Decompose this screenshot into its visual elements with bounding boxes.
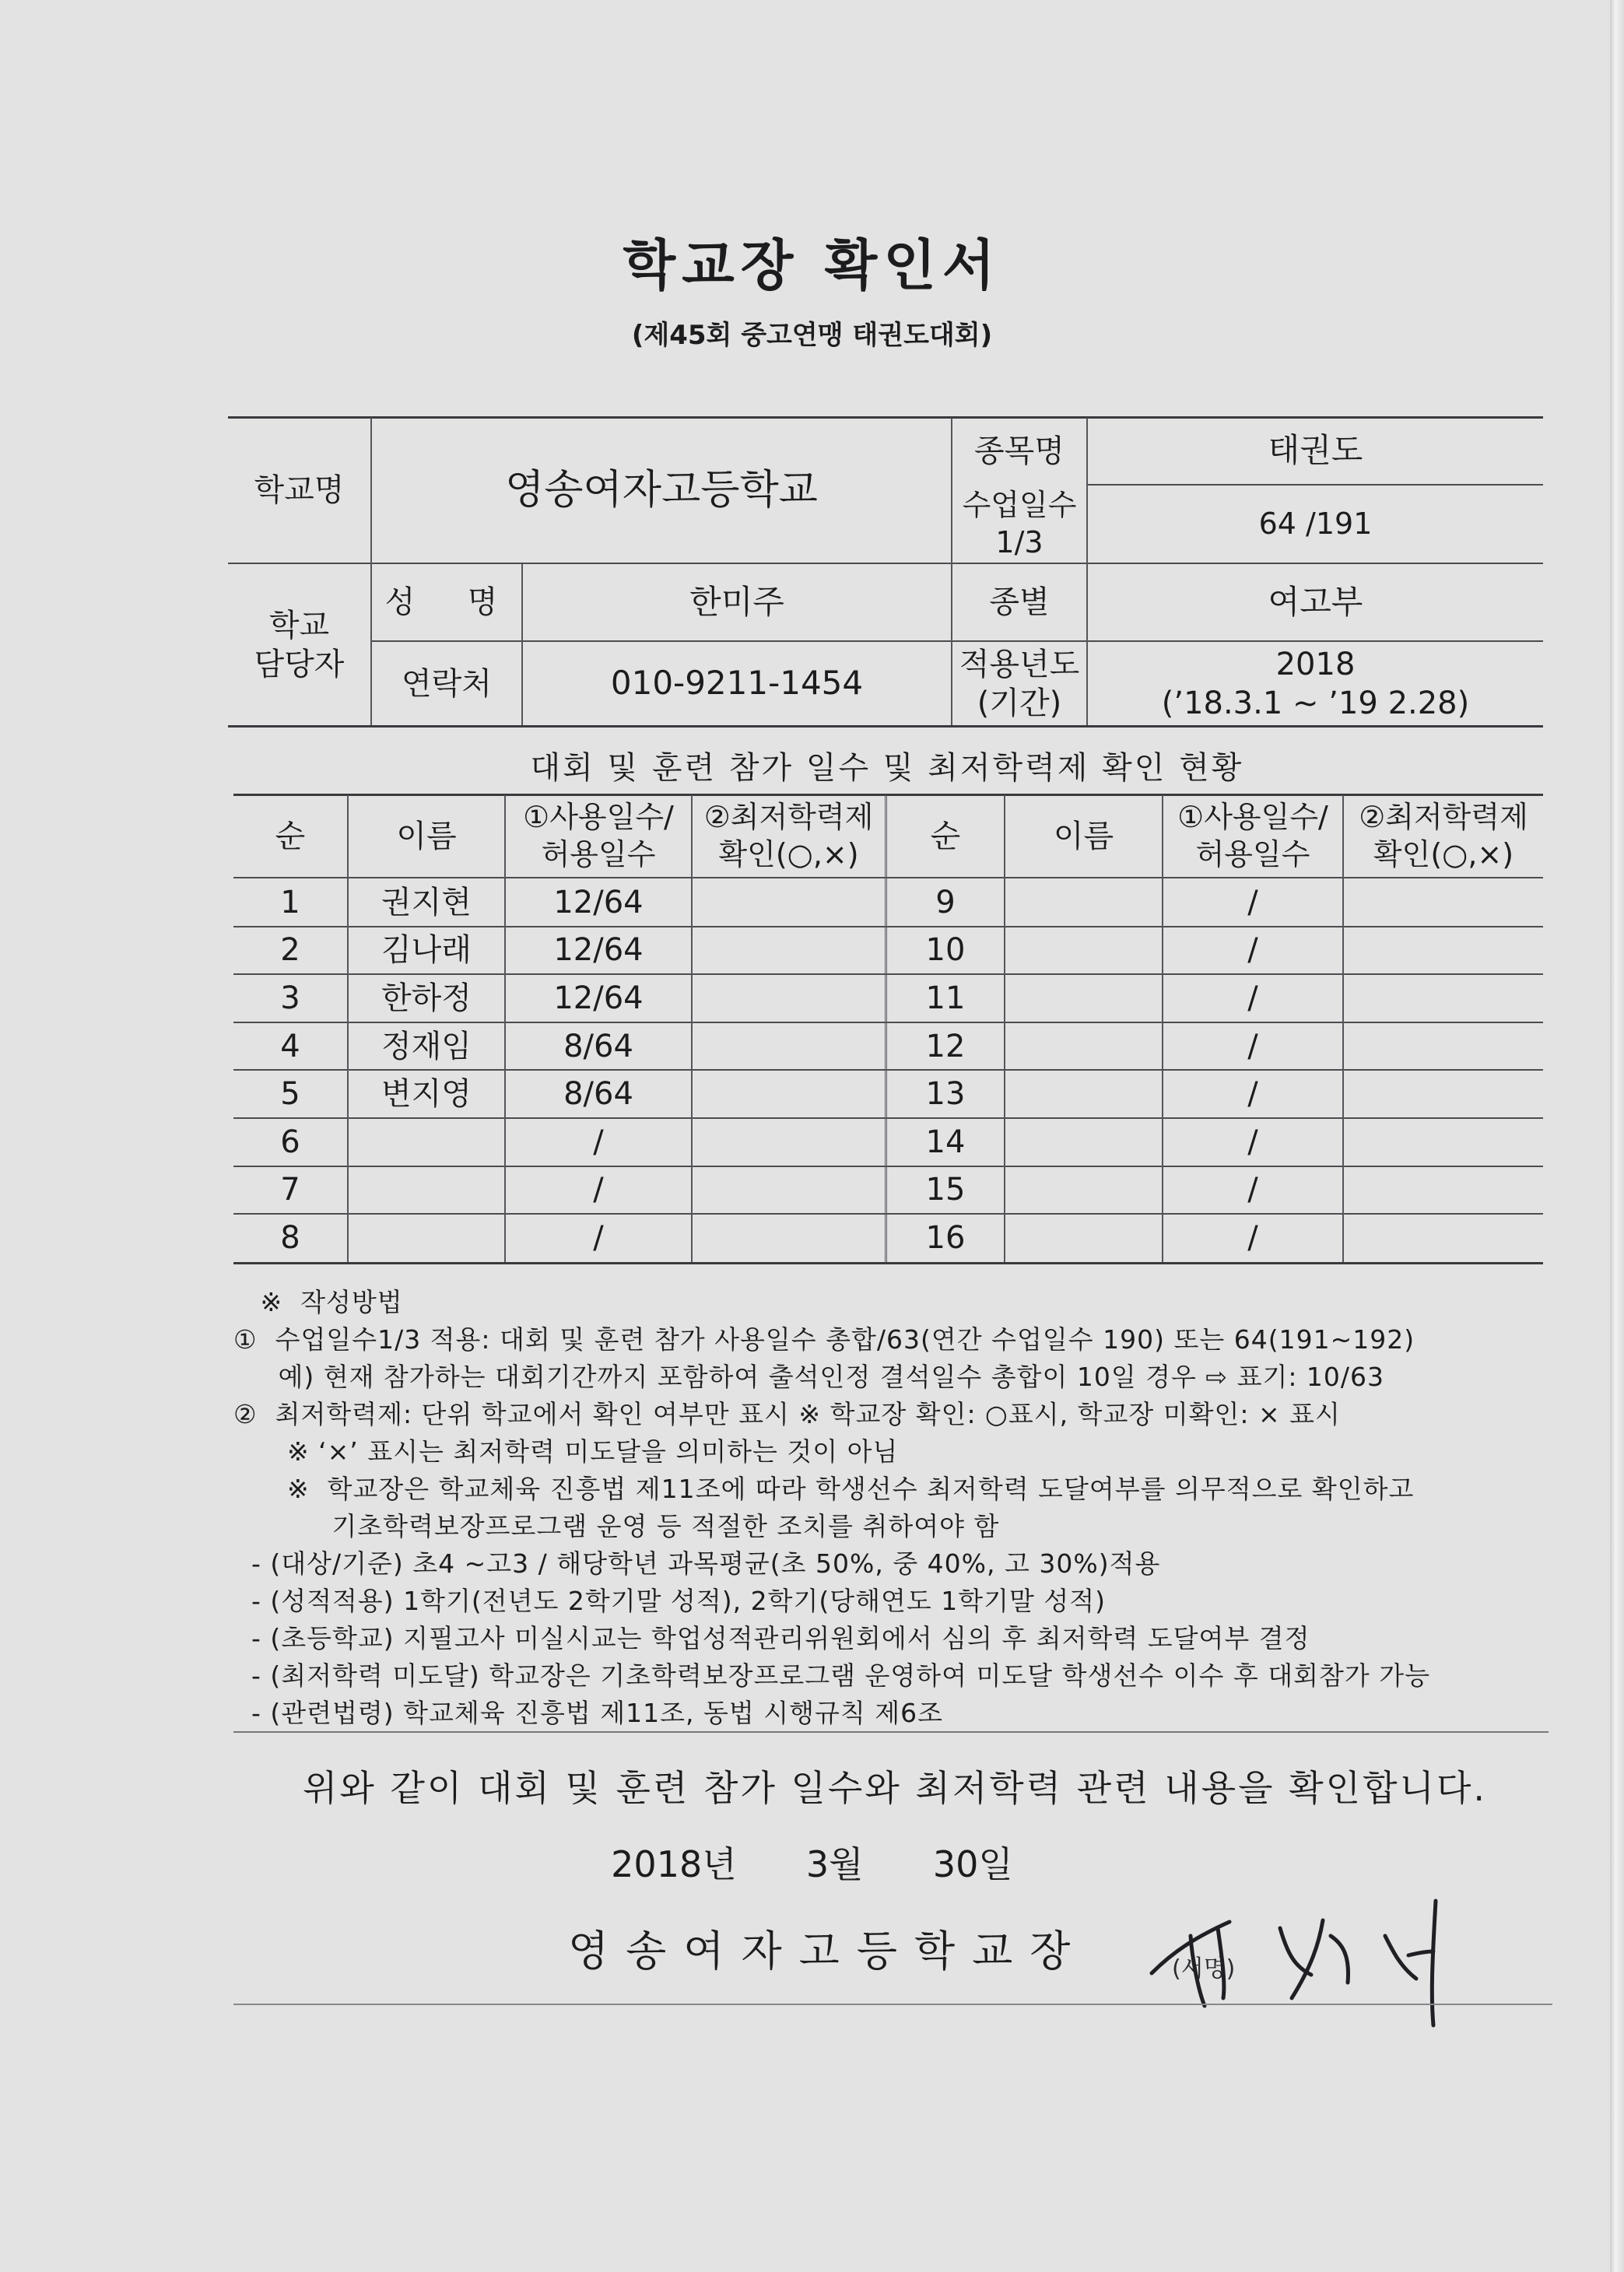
- header-no: 순: [275, 818, 306, 854]
- cell-days: /: [593, 1172, 604, 1208]
- cell-check: [693, 974, 885, 1022]
- class-days-label: [952, 486, 1086, 563]
- cell-check: [1344, 1166, 1543, 1215]
- cell-days: /: [593, 1124, 604, 1160]
- header-check-line1: ②최저학력제: [703, 800, 874, 834]
- confirmation-date: 2018년 3월 30일: [611, 1843, 1013, 1885]
- cell-check: [1344, 1214, 1543, 1262]
- cell-no: 9: [935, 884, 956, 920]
- year-label-line1: 적용년도: [959, 646, 1080, 682]
- cell-check: [693, 1214, 885, 1262]
- cell-check: [1344, 927, 1543, 975]
- cell-name: [1005, 1070, 1162, 1118]
- note-line: - (성적적용) 1학기(전년도 2학기말 성적), 2학기(당해연도 1학기말 성적): [233, 1586, 1106, 1616]
- cell-no: 7: [280, 1172, 300, 1208]
- principal-signature: [1144, 1881, 1486, 2029]
- cell-name: [1005, 878, 1162, 927]
- cell-check: [1344, 1022, 1543, 1071]
- cell-name: [1005, 927, 1162, 975]
- year-label-line2: (기간): [977, 685, 1062, 721]
- staff-label-line2: 담당자: [254, 646, 345, 682]
- section-title: 대회 및 훈련 참가 일수 및 최저학력제 확인 현황: [530, 750, 1244, 786]
- note-line: ※ 작성방법: [233, 1287, 403, 1317]
- participation-table-bottom-border: [233, 1262, 1543, 1264]
- cell-name: 권지현: [381, 884, 472, 920]
- header-check-right-line1: ②최저학력제: [1359, 800, 1528, 834]
- class-days-label-line1: 수업일수: [962, 488, 1077, 522]
- cell-no: 3: [280, 980, 300, 1016]
- header-days-right-line1: ①사용일수/: [1177, 800, 1328, 834]
- header-days-right: [1163, 795, 1342, 877]
- header-name-right: 이름: [1053, 818, 1114, 854]
- cell-no: 1: [280, 884, 300, 920]
- cell-name: [349, 1166, 504, 1215]
- note-line: - (초등학교) 지필고사 미실시교는 학업성적관리위원회에서 심의 후 최저학력 도달여부 결정: [233, 1623, 1310, 1653]
- cell-days: /: [1247, 1028, 1258, 1064]
- bottom-rule: [233, 2004, 1552, 2005]
- confirmation-statement: 위와 같이 대회 및 훈련 참가 일수와 최저학력 관련 내용을 확인합니다.: [302, 1767, 1488, 1809]
- principal-title: 영송여자고등학교장: [568, 1927, 1088, 1976]
- cell-name: [349, 1214, 504, 1262]
- cell-days: /: [1247, 932, 1258, 969]
- class-days-label-line2: 1/3: [995, 524, 1043, 559]
- note-line: 기초학력보장프로그램 운영 등 적절한 조치를 취하여야 함: [233, 1511, 1000, 1541]
- category-label: 종별: [989, 584, 1050, 620]
- cell-no: 16: [925, 1219, 966, 1256]
- cell-check: [1344, 1070, 1543, 1118]
- cell-check: [693, 927, 885, 975]
- cell-check: [1344, 1118, 1543, 1166]
- cell-no: 10: [925, 932, 966, 969]
- document-title: 학교장 확인서: [623, 233, 1001, 297]
- cell-no: 4: [280, 1028, 300, 1064]
- cell-days: /: [1247, 884, 1258, 920]
- school-name: 영송여자고등학교: [505, 466, 818, 514]
- header-days-line1: ①사용일수/: [523, 800, 674, 834]
- cell-days: /: [1247, 980, 1258, 1016]
- header-check-right: [1344, 795, 1543, 877]
- cell-check: [693, 878, 885, 927]
- sign-label: (서명): [1172, 1955, 1236, 1983]
- cell-check: [693, 1022, 885, 1071]
- staff-label: [228, 564, 370, 725]
- cell-days: /: [1247, 1076, 1258, 1113]
- class-days-value: 64 /191: [1258, 506, 1373, 541]
- cell-no: 6: [280, 1124, 300, 1160]
- cell-days: /: [1247, 1124, 1258, 1160]
- cell-no: 12: [925, 1028, 966, 1064]
- document-subtitle: (제45회 중고연맹 태권도대회): [631, 320, 993, 351]
- cell-days: 12/64: [553, 884, 644, 920]
- event-value: 태권도: [1268, 431, 1363, 470]
- cell-name: [1005, 1022, 1162, 1071]
- header-days-right-line2: 허용일수: [1195, 836, 1310, 871]
- school-label: 학교명: [254, 472, 345, 508]
- note-line: 예) 현재 참가하는 대회기간까지 포함하여 출석인정 결석일수 총합이 10일 경우 ⇨ 표기: 10/63: [233, 1362, 1385, 1392]
- notes-divider: [233, 1731, 1549, 1733]
- year-value: [1088, 642, 1543, 725]
- cell-days: /: [1247, 1219, 1258, 1256]
- cell-no: 15: [925, 1172, 966, 1208]
- header-days: [506, 795, 691, 877]
- note-line: ① 수업일수1/3 적용: 대회 및 훈련 참가 사용일수 총합/63(연간 수업일수 190) 또는 64(191~192): [233, 1324, 1415, 1355]
- cell-days: 12/64: [553, 932, 644, 969]
- note-line: - (최저학력 미도달) 학교장은 기초학력보장프로그램 운영하여 미도달 학생선수 이수 후 대회참가 가능: [233, 1660, 1431, 1691]
- cell-no: 14: [925, 1124, 966, 1160]
- cell-check: [693, 1166, 885, 1215]
- cell-no: 2: [280, 932, 300, 969]
- cell-name: [1005, 1214, 1162, 1262]
- cell-days: 8/64: [563, 1028, 633, 1064]
- cell-name: [1005, 1166, 1162, 1215]
- year-value-line1: 2018: [1275, 646, 1356, 682]
- header-check: [693, 795, 885, 877]
- cell-days: 8/64: [563, 1076, 633, 1113]
- cell-check: [1344, 878, 1543, 927]
- note-line: ② 최저학력제: 단위 학교에서 확인 여부만 표시 ※ 학교장 확인: ○표시, 학교장 미확인: × 표시: [233, 1399, 1341, 1429]
- cell-no: 5: [280, 1076, 300, 1113]
- note-line: ※ ‘×’ 표시는 최저학력 미도달을 의미하는 것이 아님: [233, 1436, 899, 1467]
- note-line: - (관련법령) 학교체육 진흥법 제11조, 동법 시행규칙 제6조: [233, 1698, 943, 1728]
- contact-value: 010-9211-1454: [610, 664, 864, 703]
- cell-name: 정재임: [381, 1028, 472, 1064]
- staff-name-value: 한미주: [689, 582, 784, 621]
- note-line: - (대상/기준) 초4 ~고3 / 해당학년 과목평균(초 50%, 중 40%, 고 30%)적용: [233, 1548, 1161, 1579]
- cell-name: [1005, 1118, 1162, 1166]
- cell-no: 11: [925, 980, 966, 1016]
- info-table-bottom-border: [228, 725, 1543, 728]
- header-check-right-line2: 확인(○,×): [1373, 836, 1514, 871]
- cell-name: 변지영: [381, 1076, 472, 1113]
- header-no-right: 순: [930, 818, 961, 854]
- header-check-line2: 확인(○,×): [718, 836, 859, 871]
- cell-days: /: [1247, 1172, 1258, 1208]
- staff-label-line1: 학교: [268, 607, 330, 643]
- name-label: 성 명: [384, 584, 509, 620]
- cell-no: 13: [925, 1076, 966, 1113]
- header-days-line2: 허용일수: [541, 836, 656, 871]
- cell-check: [693, 1118, 885, 1166]
- year-label: [952, 642, 1086, 725]
- cell-name: [1005, 974, 1162, 1022]
- cell-check: [1344, 974, 1543, 1022]
- cell-name: 김나래: [381, 932, 472, 969]
- category-value: 여고부: [1268, 582, 1363, 621]
- event-label: 종목명: [974, 433, 1065, 469]
- year-value-line2: (’18.3.1 ~ ’19 2.28): [1161, 685, 1470, 721]
- header-name: 이름: [396, 818, 457, 854]
- cell-days: 12/64: [553, 980, 644, 1016]
- note-line: ※ 학교장은 학교체육 진흥법 제11조에 따라 학생선수 최저학력 도달여부를 의무적으로 확인하고: [233, 1474, 1415, 1504]
- cell-days: /: [593, 1219, 604, 1256]
- cell-name: 한하정: [381, 980, 472, 1016]
- contact-label: 연락처: [402, 665, 492, 702]
- cell-check: [693, 1070, 885, 1118]
- cell-name: [349, 1118, 504, 1166]
- cell-no: 8: [280, 1219, 300, 1256]
